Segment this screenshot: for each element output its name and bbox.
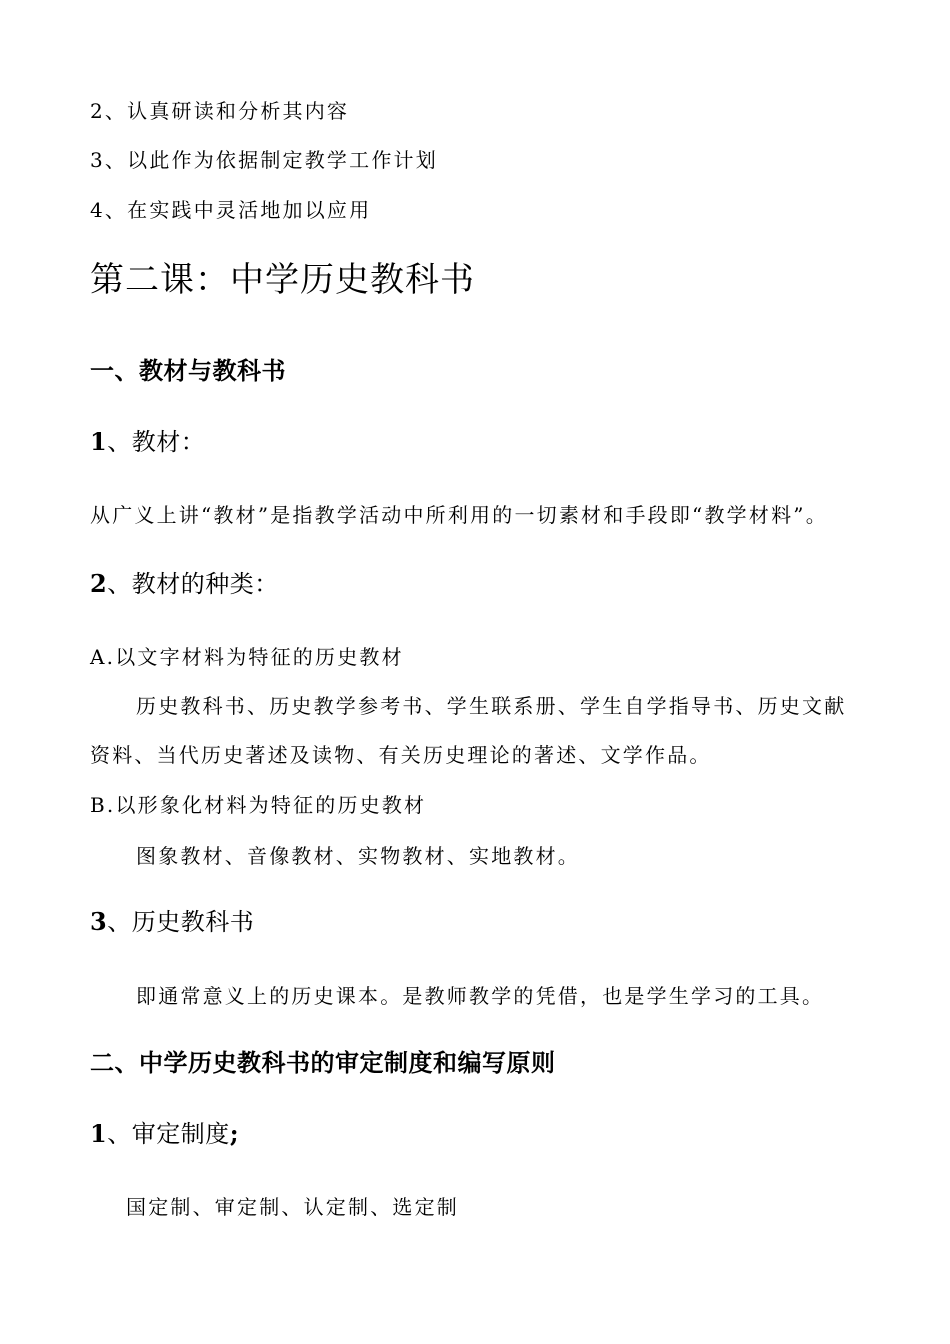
item-1-heading [90, 427, 206, 456]
lesson-title: 第二课：中学历史教科书 [90, 260, 475, 300]
item-1-number: 1 [90, 427, 108, 456]
section-2-heading: 二、中学历史教科书的审定制度和编写原则 [90, 1049, 556, 1077]
step-3: 3、以此作为依据制定教学工作计划 [90, 148, 438, 172]
review-system-semicolon: ; [229, 1119, 240, 1148]
review-system-number: 1 [90, 1119, 108, 1148]
item-3-number: 3 [90, 907, 108, 936]
category-a-text-line-2: 资料、当代历史著述及读物、有关历史理论的著述、文学作品。 [90, 743, 712, 767]
item-2-title: 、教材的种类： [107, 570, 279, 598]
review-system-title: 、审定制度 [107, 1120, 230, 1148]
step-4: 4、在实践中灵活地加以应用 [90, 198, 372, 222]
item-2-heading [90, 569, 279, 598]
item-3-heading [90, 907, 255, 936]
item-3-title: 、历史教科书 [107, 908, 255, 936]
item-1-title: 、教材： [107, 428, 206, 456]
step-2: 2、认真研读和分析其内容 [90, 99, 350, 123]
category-a-text-line-1: 历史教科书、历史教学参考书、学生联系册、学生自学指导书、历史文献 [136, 694, 847, 718]
item-2-number: 2 [90, 569, 108, 598]
teaching-material-definition: 从广义上讲“教材”是指教学活动中所利用的一切素材和手段即“教学材料”。 [90, 503, 828, 527]
category-a-label: A.以文字材料为特征的历史教材 [90, 645, 404, 669]
review-system-types: 国定制、审定制、认定制、选定制 [126, 1195, 459, 1219]
review-system-heading [90, 1119, 240, 1148]
category-b-text: 图象教材、音像教材、实物教材、实地教材。 [136, 844, 580, 868]
textbook-definition: 即通常意义上的历史课本。是教师教学的凭借，也是学生学习的工具。 [136, 984, 825, 1008]
section-1-heading: 一、教材与教科书 [90, 357, 286, 385]
category-b-label: B.以形象化材料为特征的历史教材 [90, 793, 427, 817]
